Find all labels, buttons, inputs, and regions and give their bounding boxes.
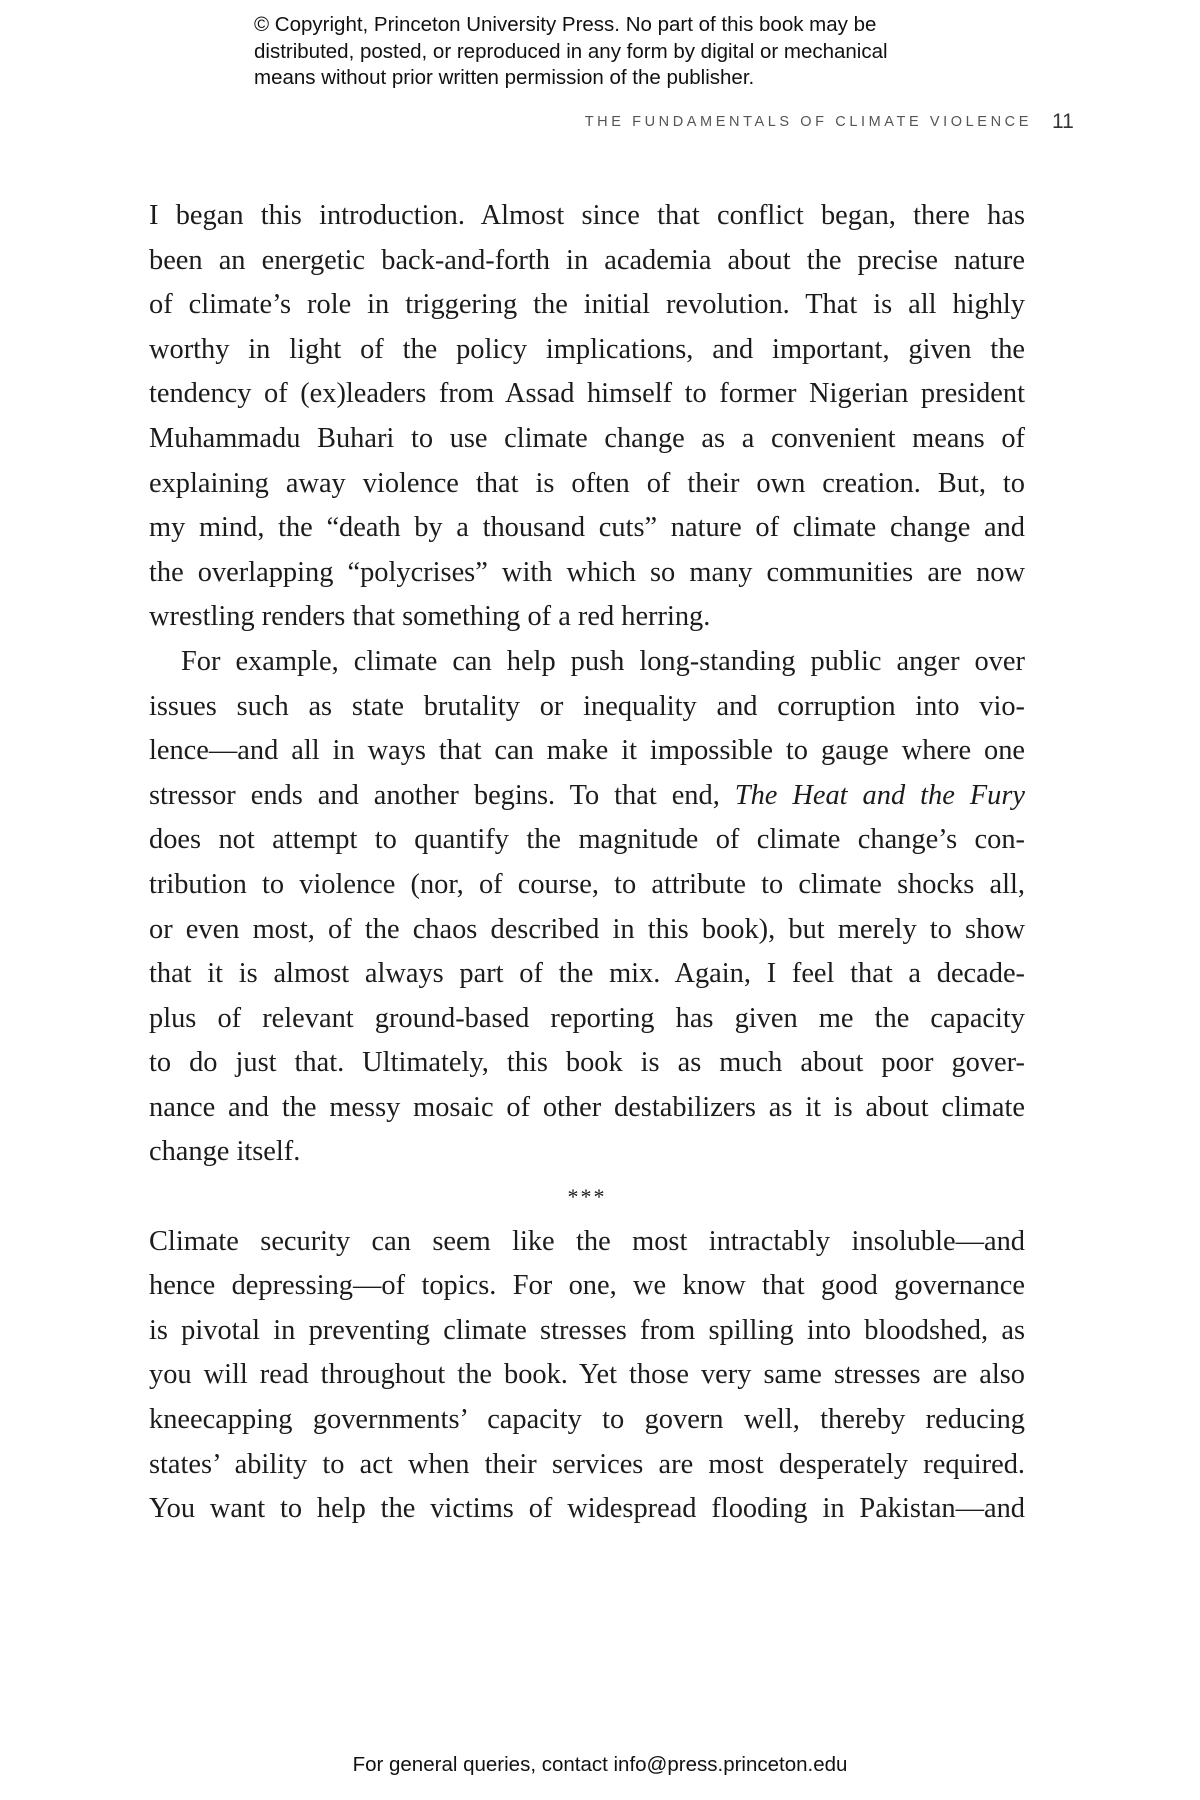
text-line: my mind, the “death by a thousand cuts” nature of climate change and — [149, 512, 1025, 544]
text-line: does not attempt to quantify the magnitude of climate change’s con- — [149, 824, 1025, 856]
book-title-italic: The Heat and the Fury — [734, 779, 1026, 811]
text-line: explaining away violence that is often of their own creation. But, to — [149, 467, 1025, 499]
text-line: Muhammadu Buhari to use climate change as a convenient means of — [149, 422, 1025, 454]
footer-contact: For general queries, contact info@press.princeton.edu — [352, 1753, 848, 1776]
running-head — [0, 110, 1200, 140]
text-line: hence depressing—of topics. For one, we know that good governance — [149, 1270, 1025, 1302]
copyright-line: distributed, posted, or reproduced in any form by digital or mechanical — [254, 39, 888, 63]
text-line: kneecapping governments’ capacity to govern well, thereby reducing — [149, 1404, 1025, 1436]
text-line: you will read throughout the book. Yet those very same stresses are also — [149, 1359, 1025, 1391]
running-head-title: THE FUNDAMENTALS OF CLIMATE VIOLENCE — [584, 114, 1032, 130]
text-line: lence—and all in ways that can make it impossible to gauge where one — [149, 735, 1025, 767]
text-segment: stressor ends and another begins. To that end, — [149, 779, 735, 811]
body-text — [149, 194, 1025, 1532]
text-line: is pivotal in preventing climate stresses from spilling into bloodshed, as — [149, 1314, 1025, 1346]
copyright-line: means without prior written permission of the publisher. — [254, 66, 755, 89]
text-line: worthy in light of the policy implications, and important, given the — [149, 333, 1025, 365]
text-line: been an energetic back-and-forth in academia about the precise nature — [149, 244, 1025, 276]
text-line: issues such as state brutality or inequality and corruption into vio- — [149, 690, 1025, 722]
text-line: that it is almost always part of the mix. Again, I feel that a decade- — [149, 958, 1025, 990]
copyright-line: © Copyright, Princeton University Press. No part of this book may be — [254, 13, 877, 36]
paragraph-3 — [149, 1220, 1025, 1532]
text-line: states’ ability to act when their services are most desperately required. — [149, 1448, 1025, 1480]
text-line: or even most, of the chaos described in this book), but merely to show — [149, 913, 1025, 945]
text-line: Climate security can seem like the most intractably insoluble—and — [149, 1225, 1025, 1257]
text-line: tribution to violence (nor, of course, to attribute to climate shocks all, — [149, 868, 1025, 900]
text-line: plus of relevant ground-based reporting has given me the capacity — [149, 1002, 1025, 1034]
text-line: change itself. — [149, 1136, 301, 1168]
text-line: For example, climate can help push long-standing public anger over — [181, 645, 1025, 677]
page-number: 11 — [1052, 110, 1074, 133]
paragraph-1 — [149, 194, 1025, 640]
text-line: nance and the messy mosaic of other destabilizers as it is about climate — [149, 1091, 1025, 1123]
text-line: wrestling renders that something of a red herring. — [149, 601, 711, 633]
text-line: tendency of (ex)leaders from Assad himself to former Nigerian president — [149, 378, 1025, 410]
text-line-with-book-title — [149, 774, 1025, 819]
paragraph-2 — [149, 640, 1025, 1175]
text-line: of climate’s role in triggering the initial revolution. That is all highly — [149, 289, 1025, 321]
section-break: *** — [567, 1184, 607, 1210]
text-line: I began this introduction. Almost since that conflict began, there has — [149, 200, 1025, 231]
copyright-notice — [254, 12, 1014, 92]
text-line: You want to help the victims of widespread flooding in Pakistan—and — [149, 1493, 1025, 1525]
text-line: the overlapping “polycrises” with which so many communities are now — [149, 556, 1025, 588]
text-line: to do just that. Ultimately, this book is as much about poor gover- — [149, 1047, 1025, 1079]
